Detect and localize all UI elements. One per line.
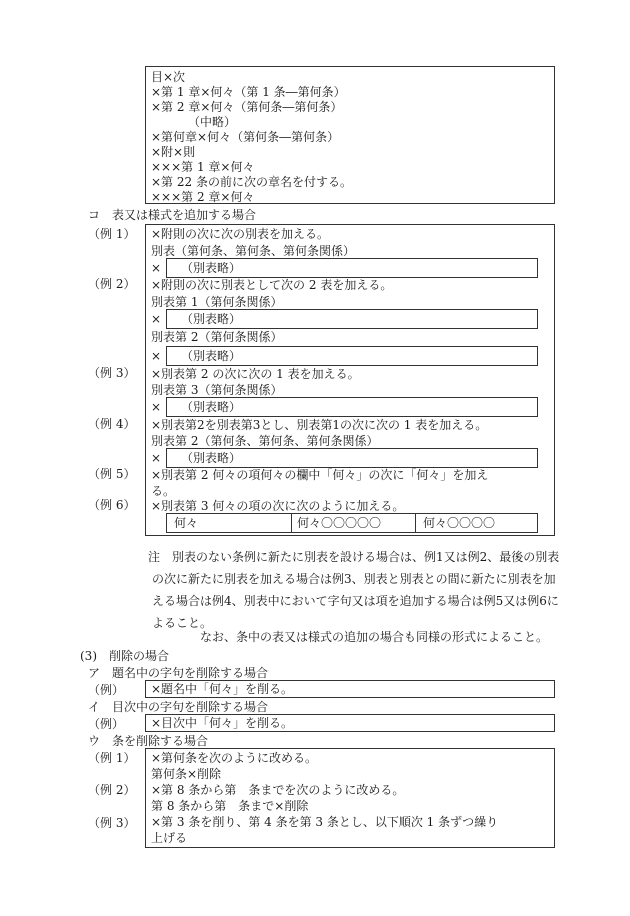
note-extra: なお、条中の表又は様式の追加の場合も同様の形式によること。 [200,630,549,644]
table-cell: 何々〇〇〇〇〇 [297,516,382,530]
box-line: ×第 3 条を削り、第 4 条を第 3 条とし、以下順次 1 条ずつ繰り [151,815,499,829]
example-label: （例） [88,683,125,697]
toc-line: 目×次 [151,70,186,84]
box-line: ×目次中「何々」を削る。 [151,716,294,730]
toc-line: ×××第 1 章×何々 [151,160,255,174]
box-line: ×第何条を次のように改める。 [151,751,318,765]
box-line: ×別表第 2 の次に次の 1 表を加える。 [151,367,360,381]
section-heading: ア 題名中の字句を削除する場合 [88,666,269,680]
box-line: 別表第 2（第何条関係） [151,330,283,344]
box-line: 別表（第何条、第何条、第何条関係） [151,244,356,258]
example-label: （例 3） [88,366,136,380]
box-line: ×附則の次に別表として次の 2 表を加える。 [151,278,393,292]
row-mark: × [151,451,162,465]
section-heading: コ 表又は様式を追加する場合 [88,208,257,222]
box-line: 上げる [151,831,188,845]
toc-line: （中略） [188,115,237,129]
row-mark: × [151,312,162,326]
omitted-table-text: （別表略） [181,261,242,275]
omitted-table-frame [166,448,538,468]
row-mark: × [151,261,162,275]
toc-box [145,66,555,204]
box-line: ×別表第 2 何々の項何々の欄中「何々」の次に「何々」を加え [151,468,489,482]
delete-title-box [145,680,555,698]
toc-line: ×第何章×何々（第何条―第何条） [151,130,340,144]
example-label: （例 6） [88,498,136,512]
box-line: ×附則の次に次の別表を加える。 [151,227,330,241]
row-mark: × [151,349,162,363]
omitted-table-text: （別表略） [181,451,242,465]
toc-line: ×第 2 章×何々（第何条―第何条） [151,100,343,114]
box-line: ×題名中「何々」を削る。 [151,682,294,696]
omitted-table-text: （別表略） [181,400,242,414]
note-line: 注 別表のない条例に新たに別表を設ける場合は、例1又は例2、最後の別表 [148,550,560,564]
box-line: ×第 8 条から第 条までを次のように改める。 [151,783,405,797]
example-label: （例 2） [88,783,136,797]
added-row-table [166,513,538,533]
delete-toc-box [145,714,555,732]
section-heading: ウ 条を削除する場合 [88,734,209,748]
omitted-table-frame [166,397,538,417]
add-table-box [145,224,555,536]
omitted-table-frame [166,258,538,278]
note-line: の次に新たに別表を加える場合は例3、別表と別表との間に新たに別表を加 [152,572,556,586]
toc-line: ×附×則 [151,145,196,159]
example-label: （例 1） [88,227,136,241]
note-line: よること。 [152,616,213,630]
note-line: える場合は例4、別表中において字句又は項を追加する場合は例5又は例6に [152,594,559,608]
toc-line: ×第 22 条の前に次の章名を付する。 [151,175,352,189]
example-label: （例 5） [88,467,136,481]
section-heading: (3) 削除の場合 [80,649,169,663]
example-label: （例 1） [88,751,136,765]
box-line: 第何条×削除 [151,767,222,781]
section-heading: イ 目次中の字句を削除する場合 [88,700,269,714]
example-label: （例） [88,717,125,731]
omitted-table-text: （別表略） [181,349,242,363]
toc-line: ×第 1 章×何々（第 1 条―第何条） [151,85,346,99]
cell-divider [291,514,292,532]
example-label: （例 4） [88,417,136,431]
box-line: 別表第 3（第何条関係） [151,383,283,397]
box-line: ×別表第 3 何々の項の次に次のように加える。 [151,499,405,513]
omitted-table-text: （別表略） [181,312,242,326]
cell-divider [415,514,416,532]
box-line: ×別表第2を別表第3とし、別表第1の次に次の 1 表を加える。 [151,418,488,432]
box-line: 別表第 1（第何条関係） [151,295,283,309]
delete-article-box [145,748,555,848]
table-cell: 何々 [174,516,199,530]
table-cell: 何々〇〇〇〇 [423,516,496,530]
box-line: る。 [151,484,176,498]
omitted-table-frame [166,309,538,329]
box-line: 別表第 2（第何条、第何条、第何条関係） [151,434,379,448]
toc-line: ×××第 2 章×何々 [151,190,255,204]
row-mark: × [151,400,162,414]
omitted-table-frame [166,346,538,366]
box-line: 第 8 条から第 条まで×削除 [151,799,309,813]
example-label: （例 2） [88,277,136,291]
example-label: （例 3） [88,816,136,830]
